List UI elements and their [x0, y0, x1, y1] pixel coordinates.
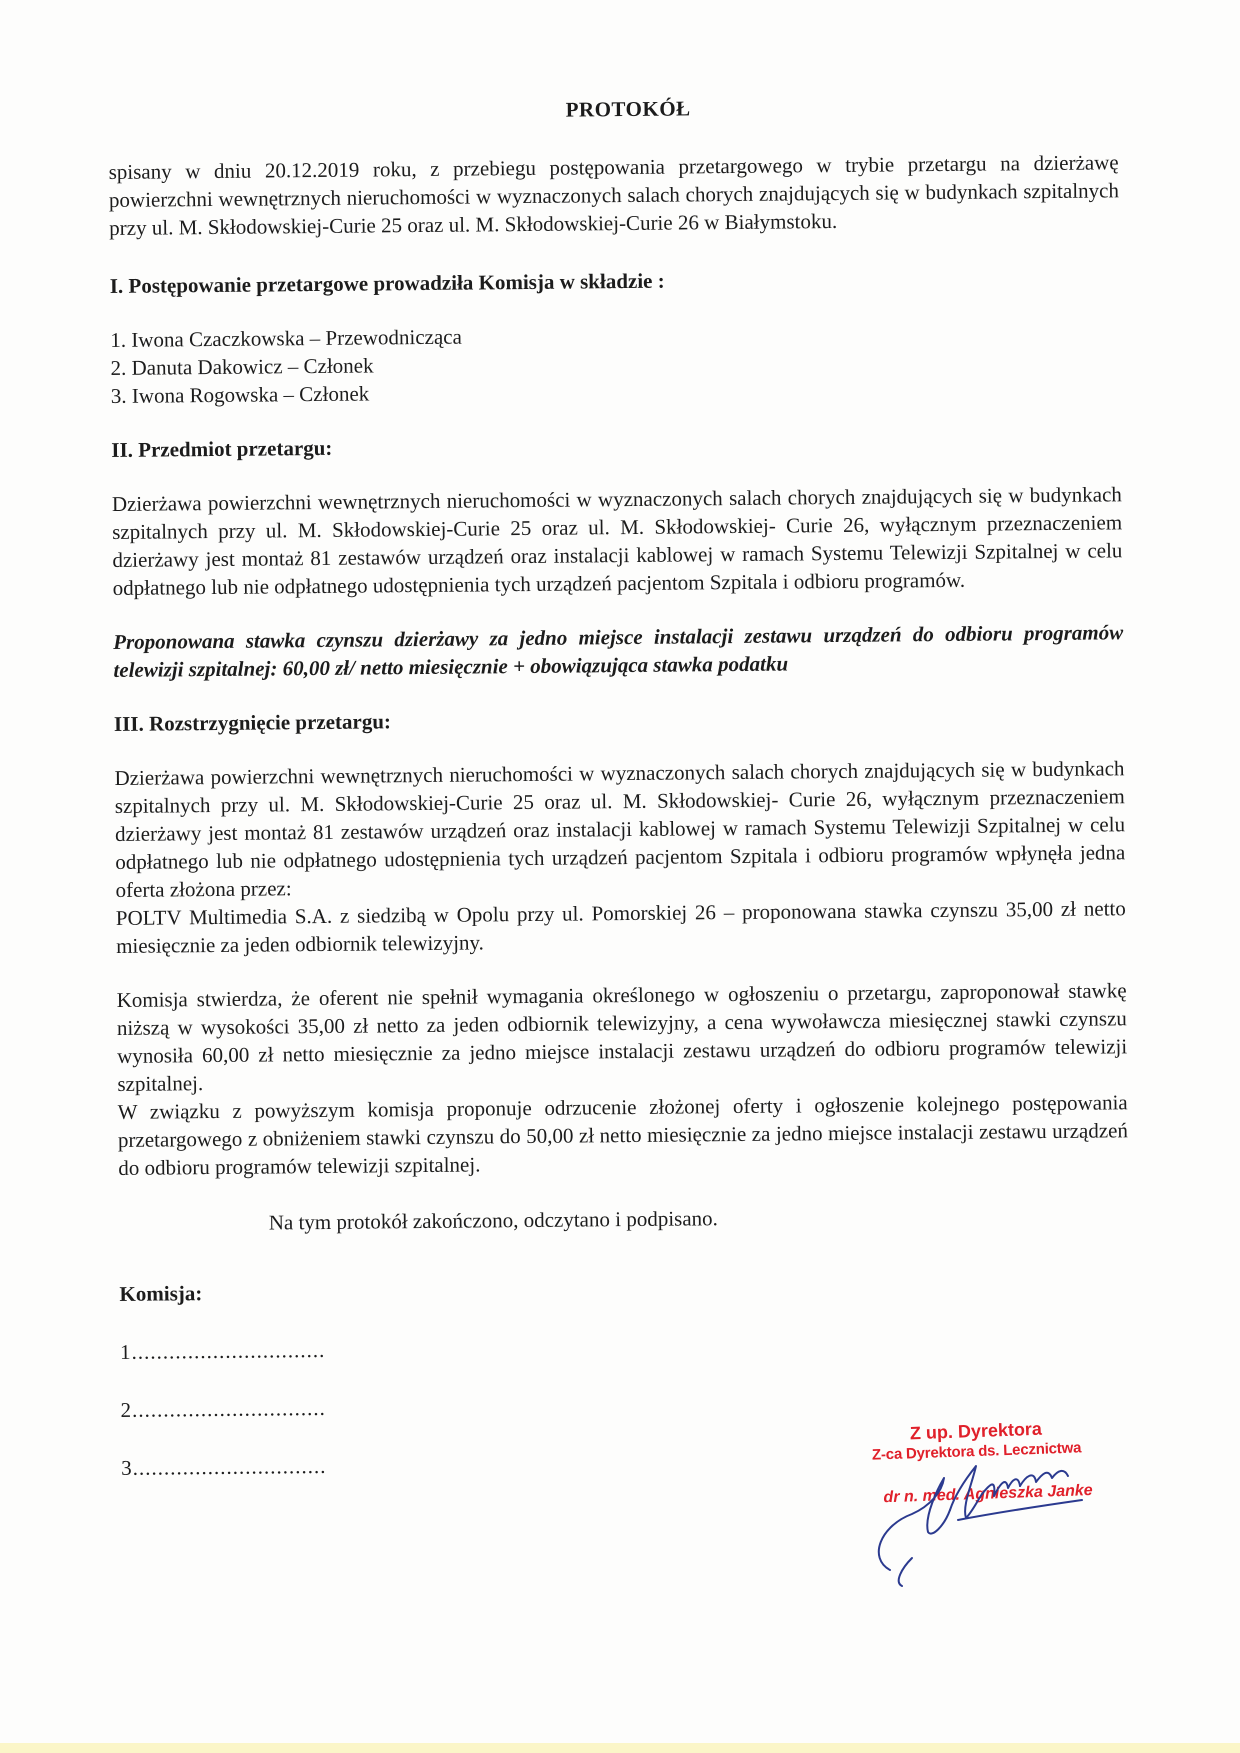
signature-line: 2...............................	[120, 1395, 326, 1422]
commission-label: Komisja:	[119, 1281, 203, 1306]
handwritten-signature	[850, 1440, 1100, 1590]
section-3-heading: III. Rozstrzygnięcie przetargu:	[113, 709, 392, 736]
finding-paragraph: Komisja stwierdza, że oferent nie spełnił wymagania określonego w ogłoszeniu o przetargu, zaproponował stawkę niższą w wysokości 35,00 zł netto za jeden odbiornik telewizyjny, a cena wywoławcza miesięcznej stawki czynszu wynosiła 60,00 zł netto miesięcznie za jedno miejsce instalacji zestawu urządzeń do odbioru programów telewizji szpitalnej.	[116, 978, 1128, 1096]
section-1-heading: I. Postępowanie przetargowe prowadziła Komisja w składzie :	[109, 268, 665, 298]
document-title: PROTOKÓŁ	[565, 96, 691, 122]
document-body	[108, 90, 1131, 1482]
commission-members-list	[110, 316, 1121, 410]
section-2-heading: II. Przedmiot przetargu:	[111, 435, 333, 462]
stamp-line-2: Z-ca Dyrektora ds. Lecznictwa	[871, 1439, 1082, 1464]
closing-statement: Na tym protokół zakończono, odczytano i podpisano.	[268, 1206, 718, 1235]
commission-member: 3. Iwona Rogowska – Członek	[110, 381, 370, 408]
proposed-rate: Proponowana stawka czynszu dzierżawy za jedno miejsce instalacji zestawu urządzeń do odbioru programów telewizji szpitalnej: 60,00 zł/ netto miesięcznie + obowiązująca stawka podatku	[113, 620, 1124, 682]
stamp-line-3: dr n. med. Agnieszka Janke	[883, 1481, 1093, 1507]
signature-line: 3...............................	[121, 1453, 327, 1480]
section-2-body: Dzierżawa powierzchni wewnętrznych nieruchomości w wyznaczonych salach chorych znajdujących się w budynkach szpitalnych przy ul. M. Skłodowskiej-Curie 25 oraz ul. M. Skłodowskiej- Curie 26, wyłącznym przeznaczeniem dzierżawy jest montaż 81 zestawów urządzeń oraz instalacji kablowej w ramach Systemu Telewizji Szpitalnej w celu odpłatnego lub nie odpłatnego udostępnienia tych urządzeń pacjentom Szpitala i odbioru programów.	[111, 482, 1123, 600]
signature-line: 1...............................	[119, 1337, 326, 1364]
stamp-line-1: Z up. Dyrektora	[909, 1418, 1043, 1444]
intro-paragraph: spisany w dniu 20.12.2019 roku, z przebiegu postępowania przetargowego w trybie przetargu na dzierżawę powierzchni wewnętrznych nieruchomości w wyznaczonych salach chorych znajdujących się w budynkach szpitalnych przy ul. M. Skłodowskiej-Curie 25 oraz ul. M. Skłodowskiej-Curie 26 w Białymstoku.	[108, 150, 1120, 240]
section-3-body: Dzierżawa powierzchni wewnętrznych nieruchomości w wyznaczonych salach chorych znajdujących się w budynkach szpitalnych przy ul. M. Skłodowskiej-Curie 25 oraz ul. M. Skłodowskiej- Curie 26, wyłącznym przeznaczeniem dzierżawy jest montaż 81 zestawów urządzeń oraz instalacji kablowej w ramach Systemu Telewizji Szpitalnej w celu odpłatnego lub nie odpłatnego udostępnienia tych urządzeń pacjentom Szpitala i odbioru programów wpłynęła jedna oferta złożona przez:	[114, 756, 1126, 902]
commission-member: 1. Iwona Czaczkowska – Przewodnicząca	[110, 324, 463, 352]
commission-member: 2. Danuta Dakowicz – Członek	[110, 353, 374, 380]
decision-paragraph: W związku z powyższym komisja proponuje odrzucenie złożonej oferty i ogłoszenie kolejnego postępowania przetargowego z obniżeniem stawki czynszu do 50,00 zł netto miesięcznie za jedno miejsce instalacji zestawu urządzeń do odbioru programów telewizji szpitalnej.	[117, 1090, 1129, 1180]
offer-paragraph: POLTV Multimedia S.A. z siedzibą w Opolu przy ul. Pomorskiej 26 – proponowana stawka czynszu 35,00 zł netto miesięcznie za jeden odbiornik telewizyjny.	[115, 896, 1126, 958]
